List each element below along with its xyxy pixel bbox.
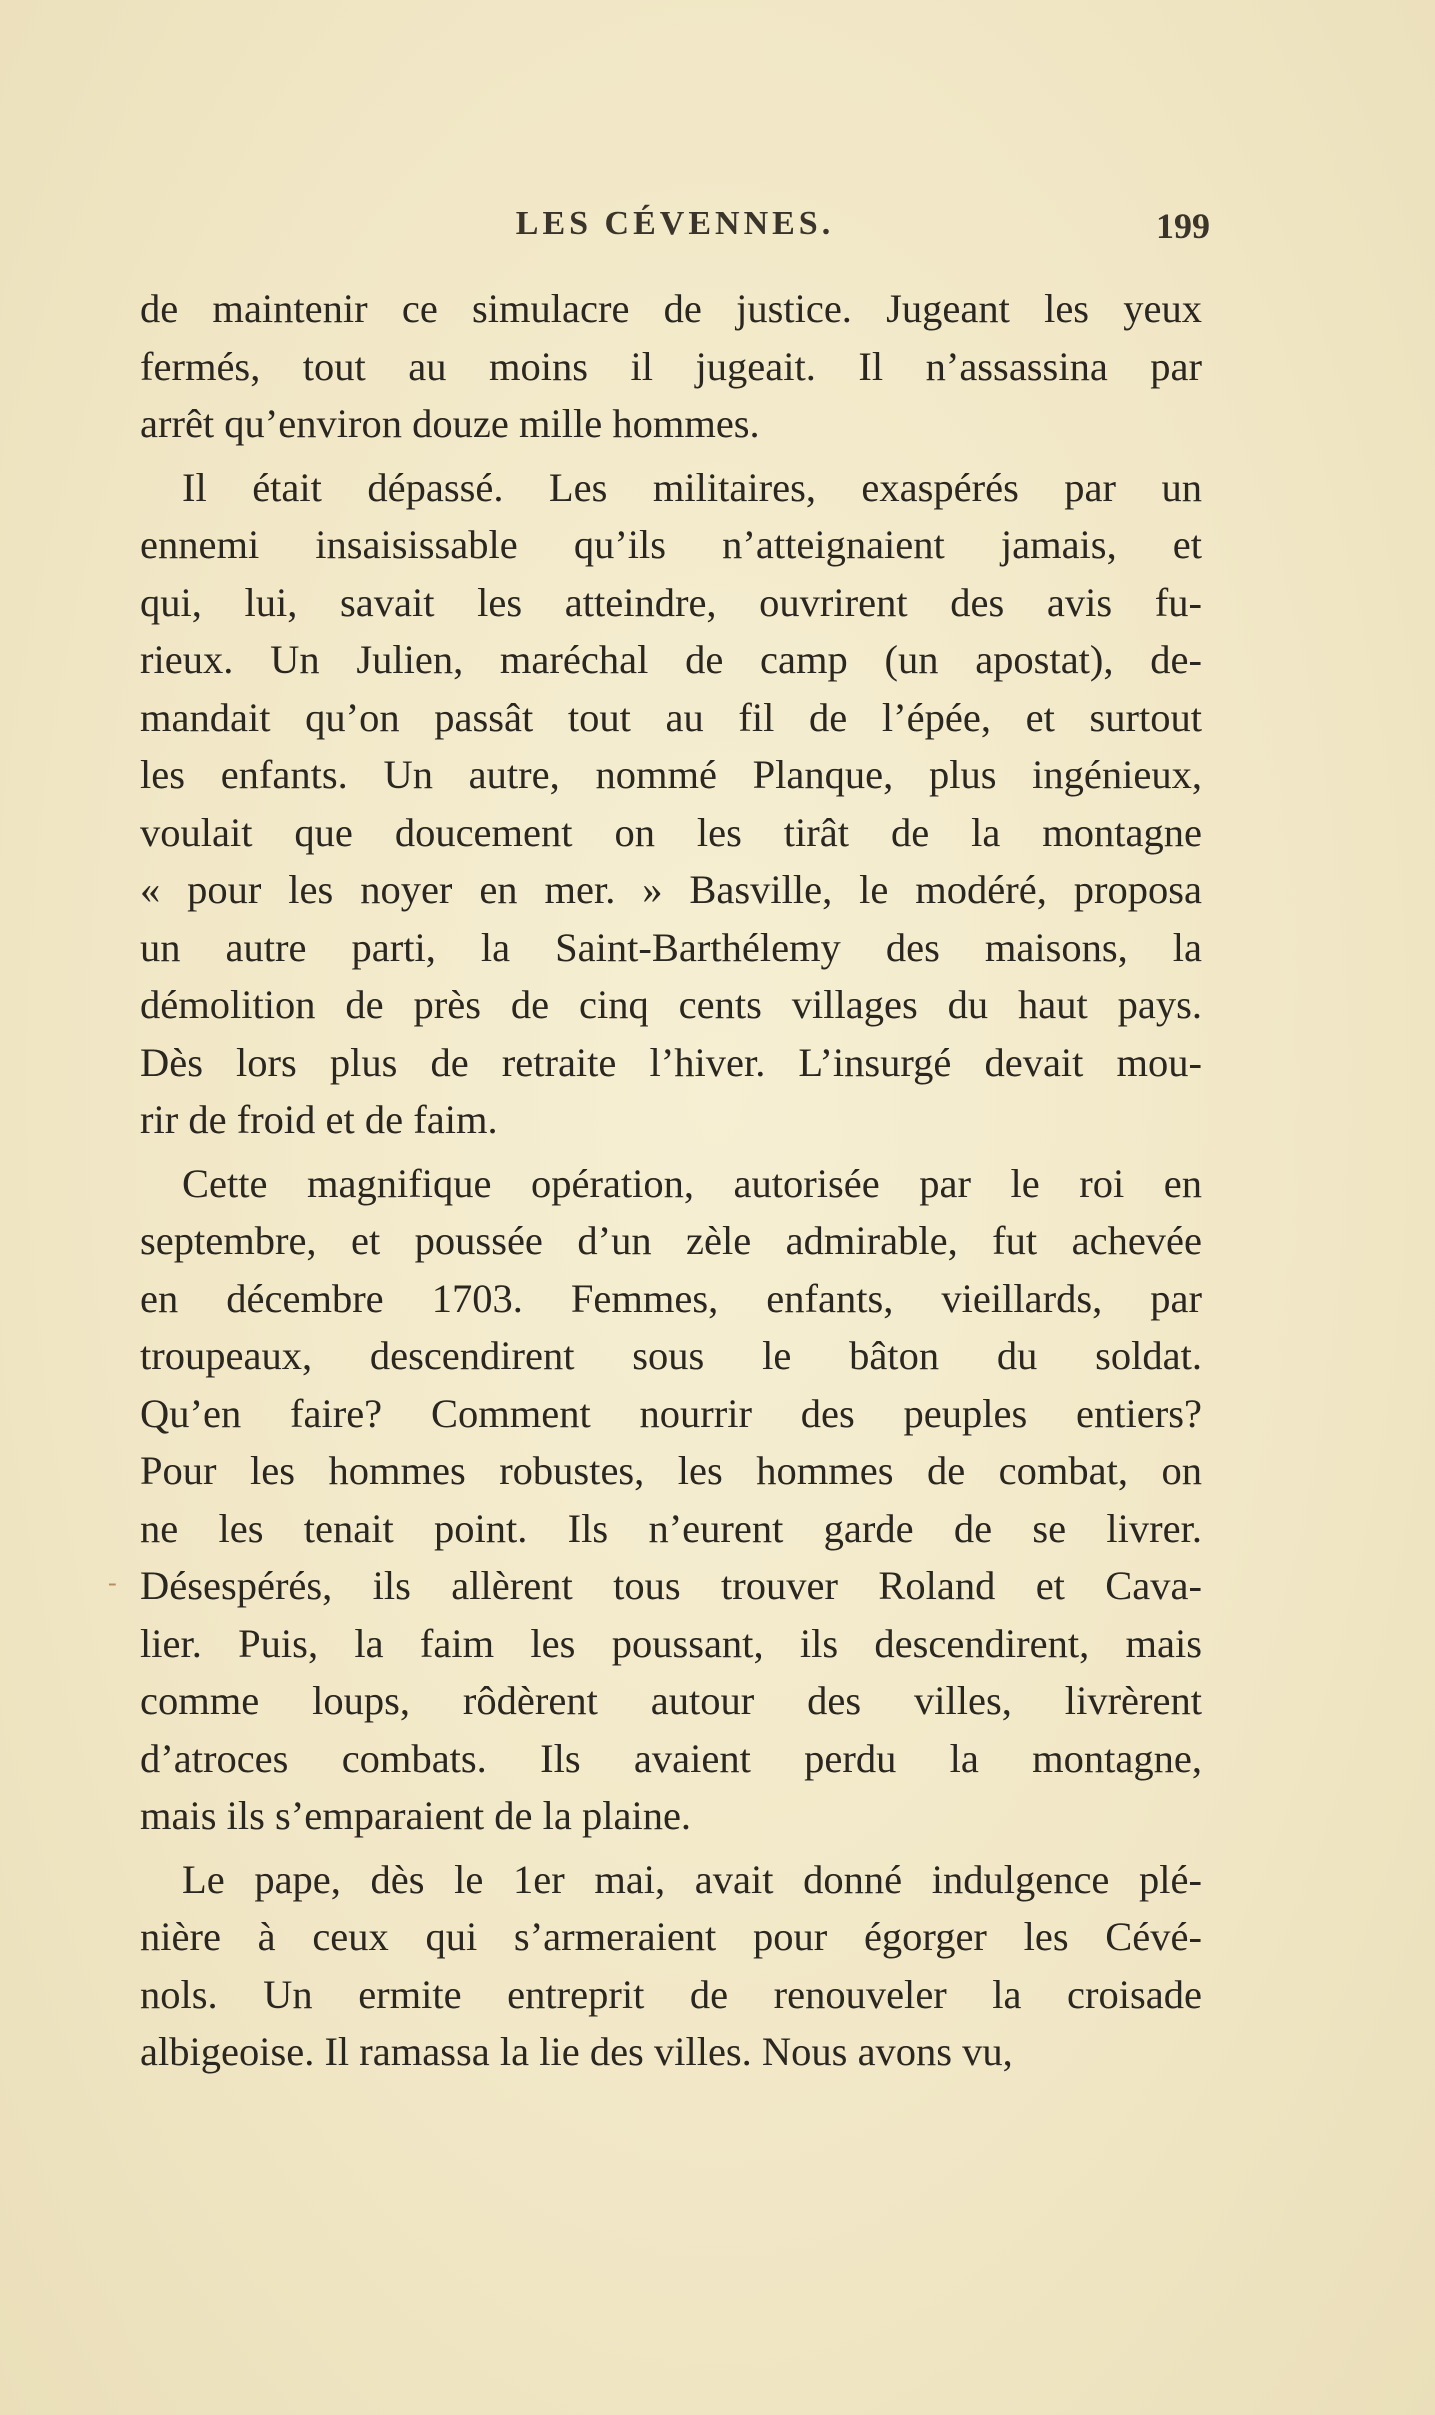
text-line: Il était dépassé. Les militaires, exaspérés par un <box>182 464 1202 510</box>
text-line: voulait que doucement on les tirât de la montagne <box>140 809 1202 855</box>
running-head <box>140 205 1210 265</box>
text-line: septembre, et poussée d’un zèle admirable, fut achevée <box>140 1218 1202 1263</box>
text-line: albigeoise. Il ramassa la lie des villes. Nous avons vu, <box>140 2029 1013 2074</box>
body-text <box>140 280 1202 2081</box>
text-line: de maintenir ce simulacre de justice. Jugeant les yeux <box>140 286 1202 331</box>
text-line: un autre parti, la Saint-Barthélemy des maisons, la <box>140 924 1202 970</box>
text-line: ne les tenait point. Ils n’eurent garde de se livrer. <box>140 1505 1202 1551</box>
text-line: les enfants. Un autre, nommé Planque, plus ingénieux, <box>140 752 1202 797</box>
page-number: 199 <box>1156 206 1210 246</box>
text-line: en décembre 1703. Femmes, enfants, vieillards, par <box>140 1275 1202 1321</box>
text-line: rieux. Un Julien, maréchal de camp (un apostat), de- <box>140 637 1202 682</box>
text-line: troupeaux, descendirent sous le bâton du soldat. <box>140 1333 1202 1378</box>
text-line: Cette magnifique opération, autorisée par le roi en <box>182 1160 1202 1206</box>
text-line: mais ils s’emparaient de la plaine. <box>140 1793 692 1838</box>
text-line: nols. Un ermite entreprit de renouveler la croisade <box>140 1971 1202 2017</box>
paragraph <box>140 280 1202 453</box>
text-line: d’atroces combats. Ils avaient perdu la montagne, <box>140 1735 1202 1781</box>
text-line: comme loups, rôdèrent autour des villes, livrèrent <box>140 1678 1202 1723</box>
margin-mark: - <box>108 1568 117 1597</box>
paragraph <box>140 1155 1202 1845</box>
text-line: Pour les hommes robustes, les hommes de combat, on <box>140 1448 1202 1493</box>
text-line: démolition de près de cinq cents villages du haut pays. <box>140 982 1202 1027</box>
text-line: ennemi insaisissable qu’ils n’atteignaient jamais, et <box>140 522 1202 567</box>
text-line: Qu’en faire? Comment nourrir des peuples entiers? <box>140 1390 1202 1436</box>
text-line: Le pape, dès le 1er mai, avait donné indulgence plé- <box>182 1856 1202 1902</box>
text-line: nière à ceux qui s’armeraient pour égorger les Cévé- <box>140 1914 1202 1959</box>
text-line: fermés, tout au moins il jugeait. Il n’assassina par <box>140 343 1202 389</box>
running-head-title: LES CÉVENNES. <box>515 205 835 242</box>
text-line: rir de froid et de faim. <box>140 1097 498 1142</box>
text-line: Dès lors plus de retraite l’hiver. L’insurgé devait mou- <box>140 1039 1202 1085</box>
text-line: mandait qu’on passât tout au fil de l’épée, et surtout <box>140 694 1202 740</box>
text-line: arrêt qu’environ douze mille hommes. <box>140 401 760 446</box>
text-line: Désespérés, ils allèrent tous trouver Roland et Cava- <box>140 1563 1202 1608</box>
text-line: lier. Puis, la faim les poussant, ils descendirent, mais <box>140 1620 1202 1666</box>
paragraph <box>140 1851 1202 2081</box>
text-line: qui, lui, savait les atteindre, ouvrirent des avis fu- <box>140 579 1202 625</box>
paragraph <box>140 459 1202 1149</box>
text-line: « pour les noyer en mer. » Basville, le modéré, proposa <box>140 867 1202 912</box>
